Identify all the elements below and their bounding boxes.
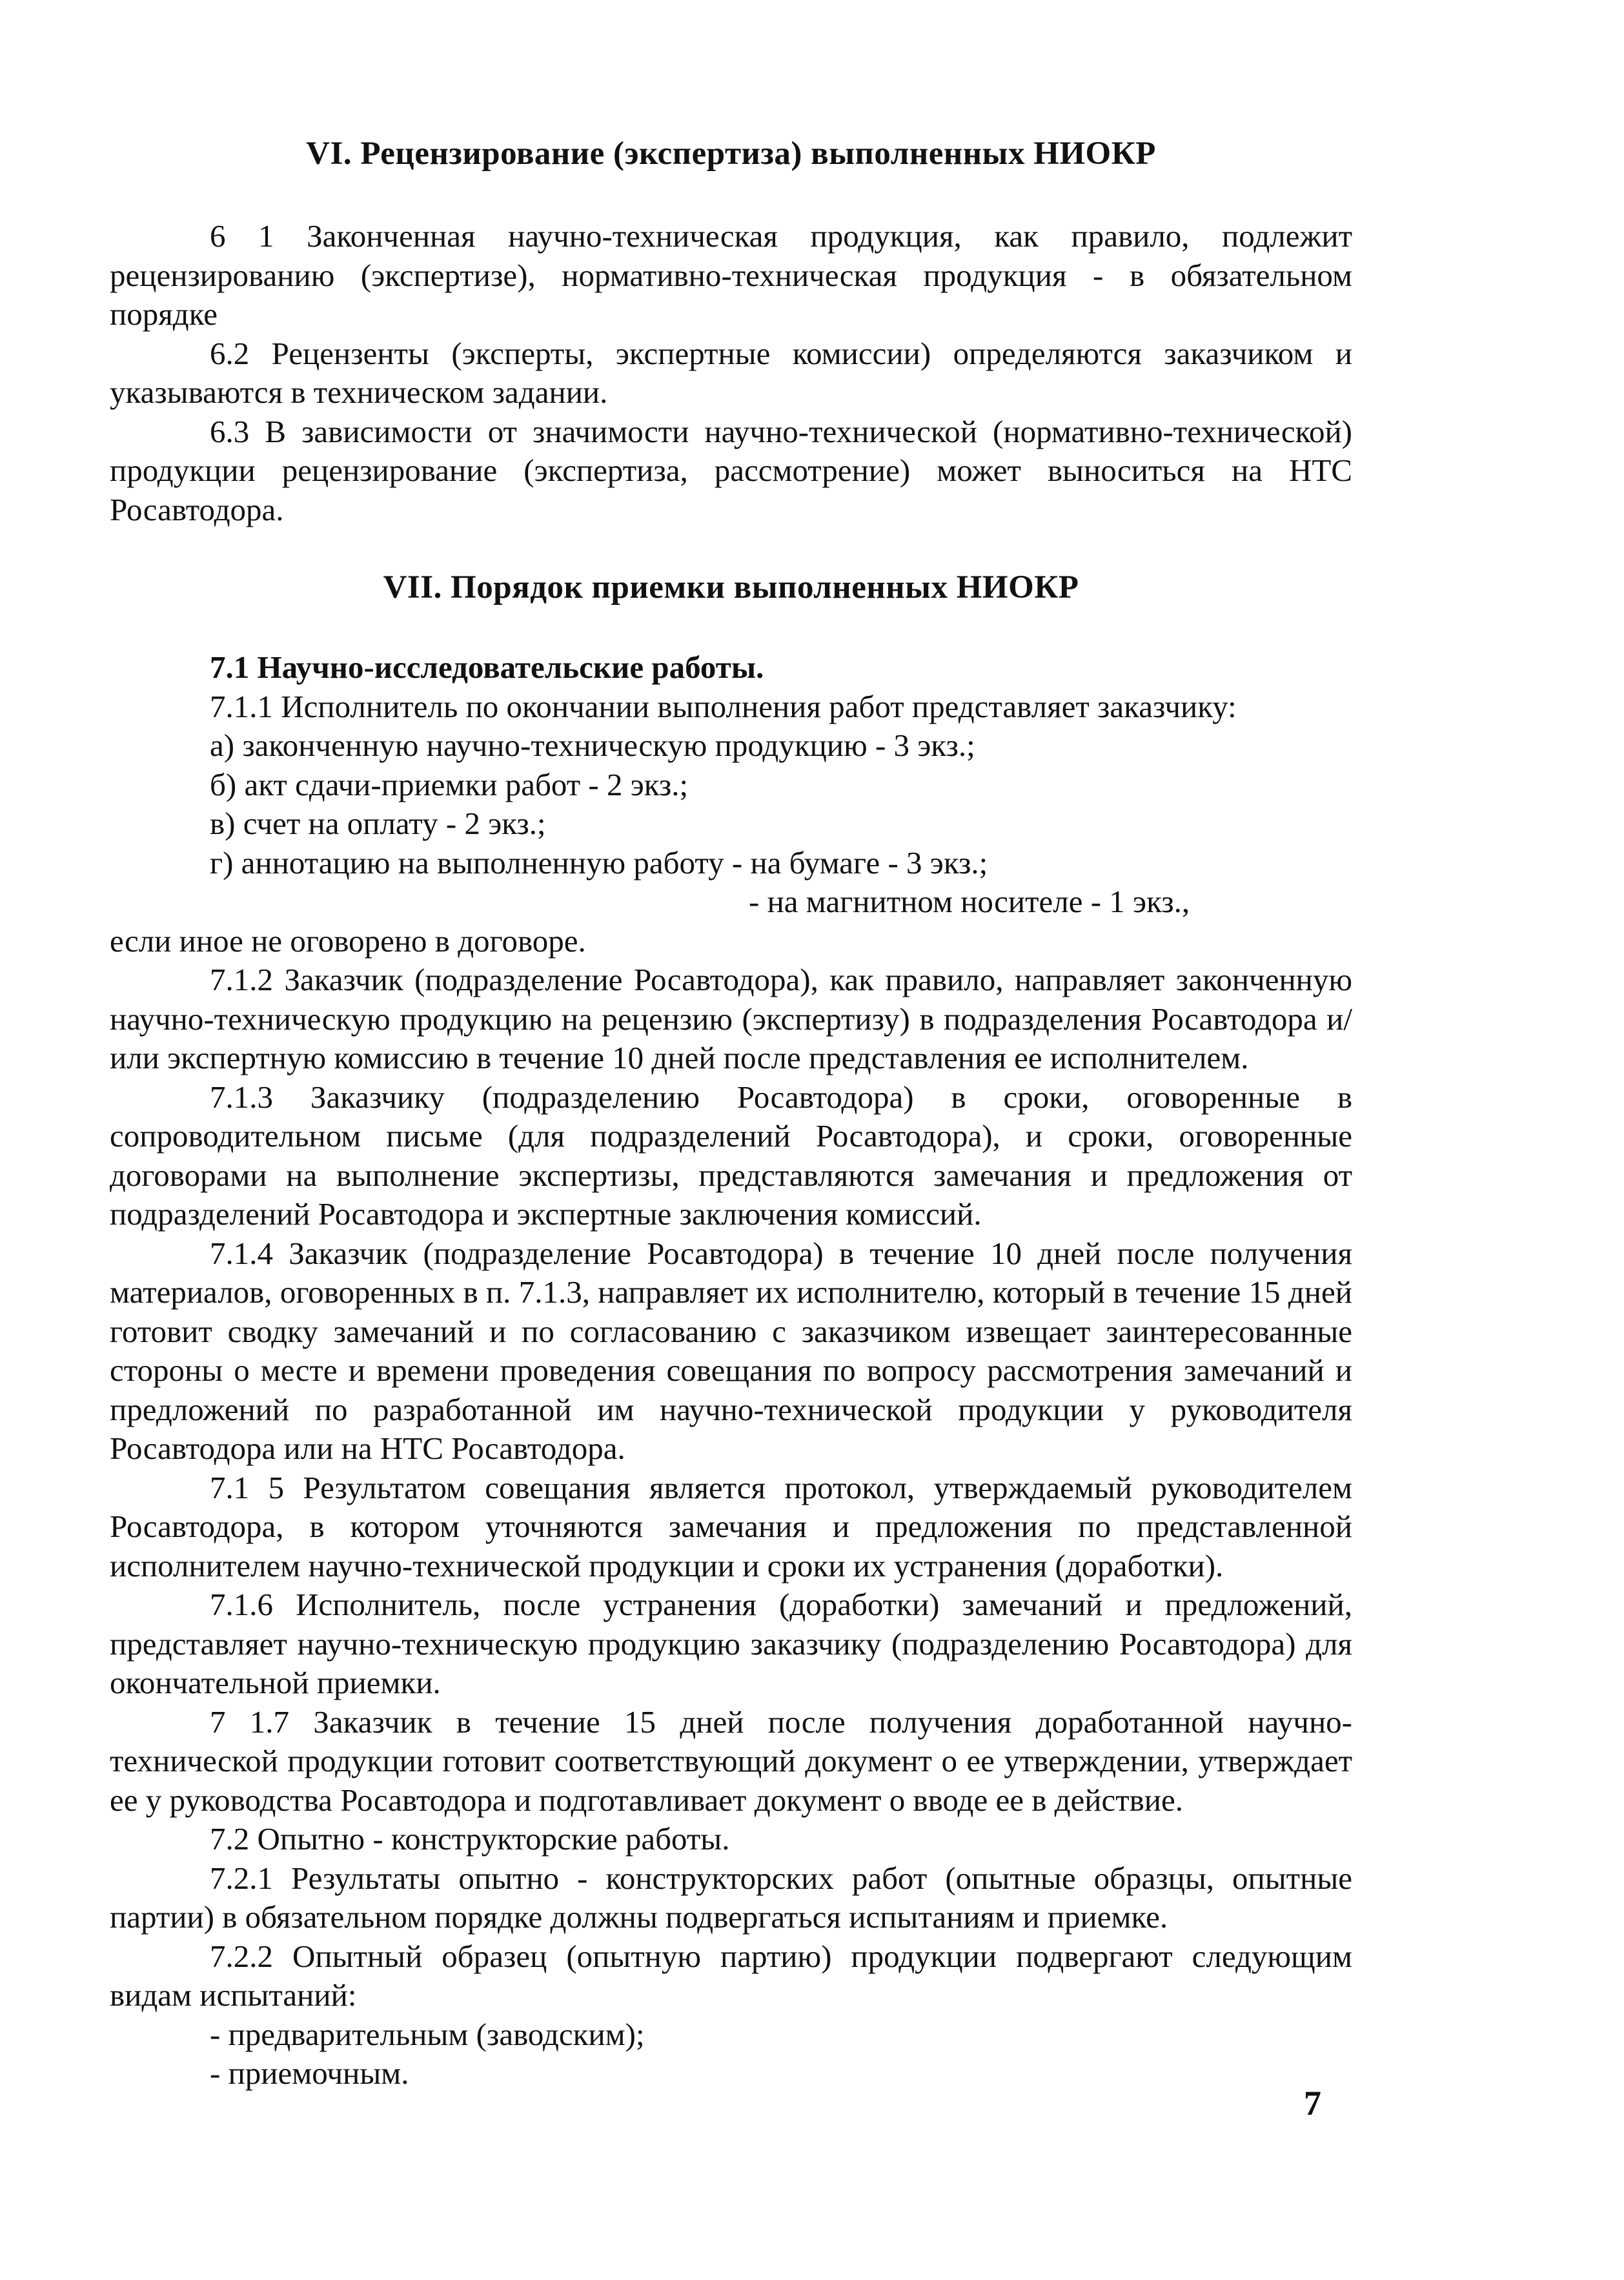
paragraph-7-2-1: 7.2.1 Результаты опытно - конструкторских работ (опытные образцы, опытные партии) в обязательном порядке должны подвергаться испытаниям и приемке. (110, 1860, 1352, 1935)
test-type-acceptance: - приемочным. (210, 2055, 409, 2091)
paragraph-6-3: 6.3 В зависимости от значимости научно-технической (нормативно-технической) продукции рецензирование (экспертиза, рассмотрение) может выноситься на НТС Росавтодора. (110, 413, 1352, 527)
paragraph-6-2: 6.2 Рецензенты (эксперты, экспертные комиссии) определяются заказчиком и указываются в техническом задании. (110, 335, 1352, 410)
list-item-v: в) счет на оплату - 2 экз.; (210, 806, 546, 841)
paragraph-7-2-2: 7.2.2 Опытный образец (опытную партию) продукции подвергают следующим видам испытаний: (110, 1938, 1352, 2013)
paragraph-7-1-3: 7.1.3 Заказчику (подразделению Росавтодора) в сроки, оговоренные в сопроводительном письме (для подразделений Росавтодора), и сроки, оговоренные договорами на выполнение экспертизы, представляются замечания и предложения от подразделений Росавтодора и экспертные заключения комиссий. (110, 1079, 1352, 1232)
section-7-title: VII. Порядок приемки выполненных НИОКР (383, 569, 1079, 606)
section-6-title: VI. Рецензирование (экспертиза) выполненных НИОКР (306, 136, 1156, 172)
list-item-a: а) законченную научно-техническую продукцию - 3 экз.; (210, 728, 975, 763)
subsection-7-1-heading: 7.1 Научно-исследовательские работы. (210, 649, 764, 685)
list-item-b: б) акт сдачи-приемки работ - 2 экз.; (210, 766, 689, 802)
paragraph-7-1-2: 7.1.2 Заказчик (подразделение Росавтодора), как правило, направляет законченную научно-техническую продукцию на рецензию (экспертизу) в подразделения Росавтодора и/или экспертную комиссию в течение 10 дней после представления ее исполнителем. (110, 962, 1352, 1075)
page-content (110, 134, 1352, 2093)
list-item-g: г) аннотацию на выполненную работу - на бумаге - 3 экз.; (210, 844, 988, 880)
paragraph-7-1-7: 7 1.7 Заказчик в течение 15 дней после получения доработанной научно-технической продукции готовит соответствующий документ о ее утверждении, утверждает ее у руководства Росавтодора и подготавливает документ о вводе ее в действие. (110, 1704, 1352, 1818)
paragraph-7-1-6: 7.1.6 Исполнитель, после устранения (доработки) замечаний и предложений, представляет научно-техническую продукцию заказчику (подразделению Росавтодора) для окончательной приемки. (110, 1587, 1352, 1700)
paragraph-6-1: 6 1 Законченная научно-техническая продукция, как правило, подлежит рецензированию (экспертизе), нормативно-техническая продукция - в обязательном порядке (110, 218, 1352, 332)
list-tail-note: если иное не оговорено в договоре. (110, 922, 586, 959)
paragraph-7-1-1: 7.1.1 Исполнитель по окончании выполнения работ представляет заказчику: (210, 688, 1237, 724)
page-number: 7 (1304, 2084, 1321, 2122)
paragraph-7-2: 7.2 Опытно - конструкторские работы. (210, 1821, 730, 1857)
test-type-preliminary: - предварительным (заводским); (210, 2016, 645, 2052)
paragraph-7-1-4: 7.1.4 Заказчик (подразделение Росавтодора) в течение 10 дней после получения материалов, оговоренных в п. 7.1.3, направляет их исполнителю, который в течение 15 дней готовит сводку замечаний и по согласованию с заказчиком извещает заинтересованные стороны о месте и времени проведения совещания по вопросу рассмотрения замечаний и предложений по разработанной им научно-технической продукции у руководителя Росавтодора или на НТС Росавтодора. (110, 1235, 1352, 1466)
list-item-g-magnetic: - на магнитном носителе - 1 экз., (749, 884, 1190, 919)
paragraph-7-1-5: 7.1 5 Результатом совещания является протокол, утверждаемый руководителем Росавтодора, в котором уточняются замечания и предложения по представленной исполнителем научно-технической продукции и сроки их устранения (доработки). (110, 1469, 1352, 1583)
